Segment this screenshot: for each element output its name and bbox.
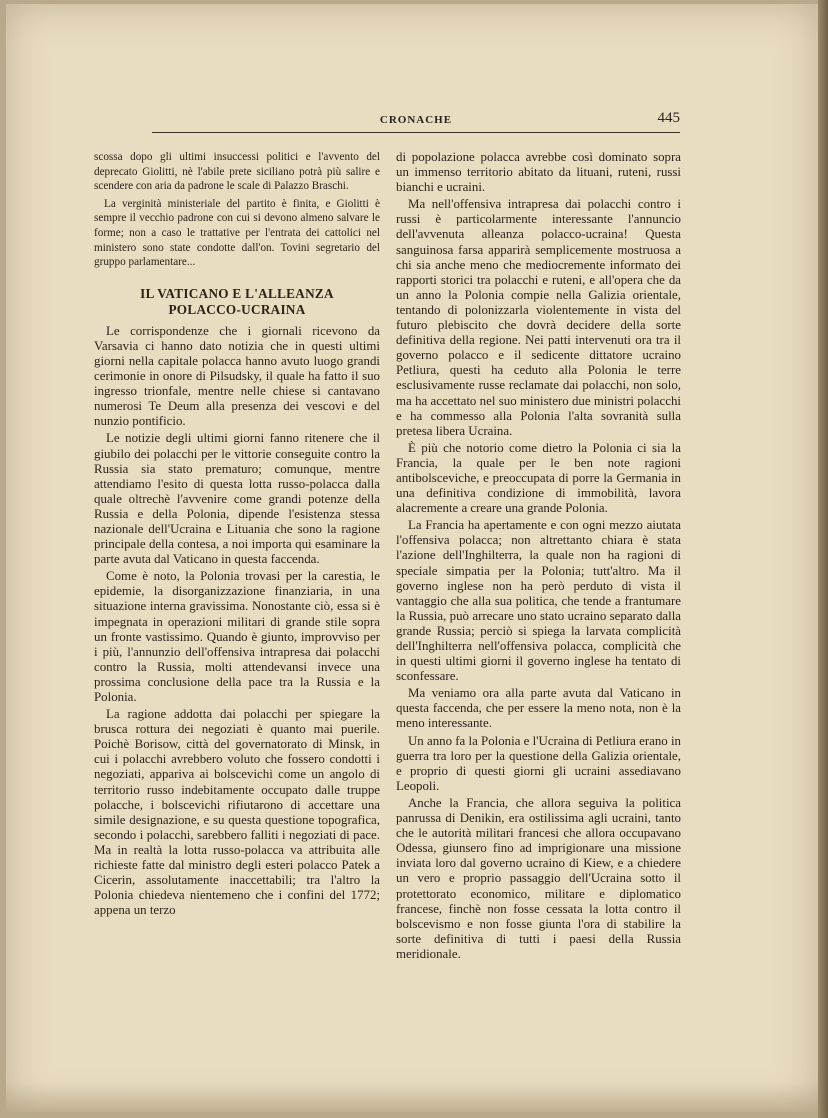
- body-paragraph: Ma veniamo ora alla parte avuta dal Vaticano in questa faccenda, che per essere la meno nota, non è la meno interessante.: [396, 686, 681, 731]
- body-paragraph: Le corrispondenze che i giornali ricevono da Varsavia ci hanno dato notizia che in questi ultimi giorni nella capitale polacca hanno avuto luogo grandi cerimonie in onore di Pilsudsky, il quale ha fatto il suo ingresso trionfale, mentre nelle chiese si cantavano numerosi Te Deum alla presenza dei vescovi e del nunzio pontificio.: [94, 323, 380, 429]
- page-number: 445: [657, 110, 680, 126]
- intro-paragraph: scossa dopo gli ultimi insuccessi politici e l'avvento del deprecato Giolitti, nè l'abile prete siciliano potrà più salire e scendere con aria da padrone le scale di Palazzo Braschi.: [94, 151, 380, 193]
- left-column: [94, 150, 380, 918]
- intro-paragraph: La verginità ministeriale del partito è finita, e Giolitti è sempre il vecchio padrone con cui si devono almeno salvare le forme; non a caso le trattative per l'entrata dei cattolici nel ministero sono state condotte dall'on. Tovini segretario del gruppo parlamentare...: [94, 197, 380, 269]
- body-paragraph: La ragione addotta dai polacchi per spiegare la brusca rottura dei negoziati è quanto mai puerile. Poichè Borisow, città del governatorato di Minsk, in cui i polacchi avrebbero voluto che fossero condotti i negoziati, appariva ai bolscevichi come un angolo di territorio russo indebitamente occupato dalle truppe polacche, i bolscevichi rifiutarono di accettare una simile designazione, e su questa questione topografica, secondo i polacchi, sarebbero falliti i negoziati di pace. Ma in realtà la lotta russo-polacca va attribuita alle richieste fatte dal ministro degli esteri polacco Patek a Cicerin, assolutamente inaccettabili; tra l'altro la Polonia chiedeva nientemeno che i confini del 1772; appena un terzo: [94, 707, 380, 918]
- binding-edge: [818, 0, 828, 1118]
- page-sheet: [6, 4, 818, 1112]
- body-paragraph: Le notizie degli ultimi giorni fanno ritenere che il giubilo dei polacchi per le vittorie conseguite contro la Russia sia stato prematuro; comunque, mentre attendiamo l'esito di questa lotta russo-polacca dalla quale oltrechè l'avvenire come grandi potenze della Russia e della Polonia, dipende l'esistenza stessa nazionale dell'Ucraina e Lituania che sono la ragione principale della contesa, a noi importa qui esaminare la parte avuta dal Vaticano in questa faccenda.: [94, 431, 380, 567]
- section-title-line: IL VATICANO E L'ALLEANZA: [140, 285, 334, 301]
- section-title: [94, 286, 380, 318]
- right-column: [396, 150, 681, 962]
- body-paragraph: Come è noto, la Polonia trovasi per la carestia, le epidemie, la disorganizzazione finanziaria, in una situazione interna gravissima. Nonostante ciò, essa si è impegnata in operazioni militari di grande stile sopra un fronte vastissimo. Quando è giunto, improvviso per i più, l'annunzio dell'offensiva intrapresa dai polacchi contro la Russia, molti attendevansi invece una prossima conclusione della pace tra la Russia e la Polonia.: [94, 569, 380, 704]
- page-header: [152, 112, 680, 133]
- body-paragraph: Ma nell'offensiva intrapresa dai polacchi contro i russi è particolarmente interessante l'annuncio dell'avvenuta alleanza polacco-ucraina! Questa sanguinosa farsa apparirà semplicemente mostruosa a chi sia anche meno che mediocremente informato dei rapporti storici tra polacchi e ruteni, e all'opera che da un anno la Polonia compie nella Galizia orientale, tentando di polonizzarla violentemente in vista del futuro plebiscito che dovrà decidere della sorte definitiva della regione. Nei patti intervenuti ora tra il governo polacco e il sedicente dittatore ucraino Petliura, questi ha ceduto alla Polonia le terre esclusivamente russe reclamate dai polacchi, non solo, ma ha accettato nel suo ministero due ministri polacchi e ha commesso alla Polonia l'alta sovranità sulla pretesa libera Ucraina.: [396, 197, 681, 438]
- body-paragraph: di popolazione polacca avrebbe così dominato sopra un immenso territorio abitato da lituani, ruteni, russi bianchi e ucraini.: [396, 150, 681, 195]
- section-title-line: POLACCO-UCRAINA: [168, 301, 306, 317]
- body-paragraph: Un anno fa la Polonia e l'Ucraina di Petliura erano in guerra tra loro per la questione della Galizia orientale, e proprio di questi giorni gli ucraini assediavano Leopoli.: [396, 733, 681, 793]
- body-paragraph: È più che notorio come dietro la Polonia ci sia la Francia, la quale per le ben note ragioni antibolsceviche, e preoccupata di porre la Germania in una definitiva condizione di immobilità, lavora alacremente a creare una grande Polonia.: [396, 440, 681, 516]
- running-head: CRONACHE: [379, 114, 453, 126]
- body-paragraph: La Francia ha apertamente e con ogni mezzo aiutata l'offensiva polacca; non altrettanto chiara è stata l'azione dell'Inghilterra, la quale non ha ragioni di speciale simpatia per la Polonia; tutt'altro. Ma il governo inglese non ha però perduto di vista il vantaggio che alla sua politica, che tende a frantumare la Russia, può arrecare uno stato ucraino separato dalla grande Russia; perciò si spiega la larvata complicità dell'Inghilterra nell'offensiva polacca, complicità che in questi ultimi giorni il governo inglese ha tentato di sconfessare.: [396, 518, 681, 684]
- body-paragraph: Anche la Francia, che allora seguiva la politica panrussa di Denikin, era ostilissima agli ucraini, tanto che le autorità militari francesi che allora occupavano Odessa, giunsero fino ad imprigionare una missione inviata loro dal governo ucraino di Kiew, e a chiedere un vero e proprio passaggio dell'Ucraina sotto il protettorato economico, militare e diplomatico francese, finchè non fosse cessata la lotta contro il bolscevismo e non fosse giunta l'ora di stabilire la sorte definitiva di tutti i paesi della Russia meridionale.: [396, 795, 681, 961]
- paper-stain: [6, 1082, 818, 1112]
